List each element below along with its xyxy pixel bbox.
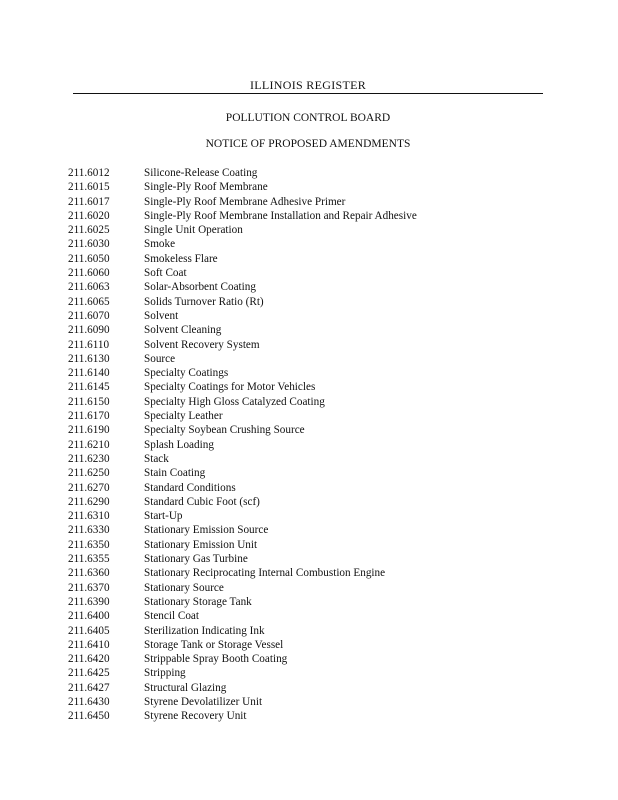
header-rule (73, 93, 543, 94)
section-number: 211.6410 (68, 638, 110, 651)
list-item (68, 624, 548, 638)
section-number: 211.6360 (68, 567, 110, 580)
section-term: Single-Ply Roof Membrane (144, 181, 268, 194)
list-item (68, 338, 548, 352)
section-number: 211.6230 (68, 452, 110, 465)
section-term: Stripping (144, 667, 186, 680)
section-number: 211.6310 (68, 510, 110, 523)
section-number: 211.6145 (68, 381, 110, 394)
section-term: Stack (144, 452, 169, 465)
section-term: Stain Coating (144, 467, 206, 480)
list-item (68, 180, 548, 194)
list-item (68, 266, 548, 280)
section-term: Single-Ply Roof Membrane Adhesive Primer (144, 195, 346, 208)
list-item (68, 323, 548, 337)
list-item (68, 395, 548, 409)
section-number: 211.6450 (68, 710, 110, 723)
section-term: Solvent Recovery System (144, 338, 260, 351)
section-term: Start-Up (144, 510, 183, 523)
list-item (68, 581, 548, 595)
list-item (68, 295, 548, 309)
list-item (68, 695, 548, 709)
page-header (73, 78, 543, 92)
section-number: 211.6420 (68, 653, 110, 666)
agency-name: POLLUTION CONTROL BOARD (225, 112, 391, 124)
section-number: 211.6190 (68, 424, 110, 437)
section-number: 211.6150 (68, 395, 110, 408)
section-number: 211.6250 (68, 467, 110, 480)
section-term: Specialty Soybean Crushing Source (144, 424, 305, 437)
list-item (68, 223, 548, 237)
section-number: 211.6050 (68, 252, 110, 265)
list-item (68, 209, 548, 223)
section-term: Silicone-Release Coating (144, 167, 258, 179)
section-term: Splash Loading (144, 438, 214, 451)
list-item (68, 709, 548, 723)
section-term: Specialty Coatings (144, 367, 229, 380)
list-item (68, 552, 548, 566)
section-number: 211.6030 (68, 238, 110, 251)
section-term: Styrene Recovery Unit (144, 710, 247, 723)
section-number: 211.6400 (68, 610, 110, 623)
section-number: 211.6370 (68, 581, 110, 594)
list-item (68, 466, 548, 480)
list-item (68, 609, 548, 623)
section-number: 211.6130 (68, 352, 110, 365)
section-number: 211.6060 (68, 267, 110, 280)
list-item (68, 652, 548, 666)
section-number: 211.6070 (68, 309, 110, 322)
section-term: Styrene Devolatilizer Unit (144, 695, 263, 708)
list-item (68, 509, 548, 523)
section-number: 211.6210 (68, 438, 110, 451)
section-term: Standard Cubic Foot (scf) (144, 495, 260, 508)
list-item (68, 666, 548, 680)
list-item (68, 566, 548, 580)
list-item (68, 352, 548, 366)
section-number: 211.6427 (68, 681, 110, 694)
list-item (68, 595, 548, 609)
section-term: Solar-Absorbent Coating (144, 281, 256, 294)
section-number: 211.6350 (68, 538, 110, 551)
section-term: Solvent Cleaning (144, 324, 222, 337)
section-term: Stationary Emission Source (144, 524, 269, 537)
register-title: ILLINOIS REGISTER (249, 78, 367, 92)
section-term: Structural Glazing (144, 681, 227, 694)
section-term: Smoke (144, 238, 176, 251)
list-item (68, 495, 548, 509)
section-number: 211.6390 (68, 595, 110, 608)
section-term: Single Unit Operation (144, 224, 243, 237)
section-term: Sterilization Indicating Ink (144, 624, 265, 637)
notice-title: NOTICE OF PROPOSED AMENDMENTS (205, 138, 411, 150)
section-term: Specialty Leather (144, 410, 223, 423)
list-item (68, 280, 548, 294)
section-number: 211.6405 (68, 624, 110, 637)
list-item (68, 423, 548, 437)
list-item (68, 523, 548, 537)
list-item (68, 380, 548, 394)
list-item (68, 237, 548, 251)
section-list (68, 166, 548, 724)
section-number: 211.6330 (68, 524, 110, 537)
section-term: Standard Conditions (144, 481, 236, 494)
section-term: Source (144, 352, 176, 365)
section-number: 211.6170 (68, 410, 110, 423)
section-term: Stationary Source (144, 581, 224, 594)
section-number: 211.6017 (68, 195, 110, 208)
section-number: 211.6063 (68, 281, 110, 294)
section-term: Storage Tank or Storage Vessel (144, 638, 284, 651)
section-term: Solids Turnover Ratio (Rt) (144, 295, 264, 308)
section-number: 211.6425 (68, 667, 110, 680)
section-number: 211.6020 (68, 209, 110, 222)
section-number: 211.6025 (68, 224, 110, 237)
section-number: 211.6430 (68, 695, 110, 708)
list-item (68, 681, 548, 695)
section-number: 211.6012 (68, 167, 110, 179)
section-number: 211.6140 (68, 367, 110, 380)
section-number: 211.6110 (68, 338, 110, 351)
list-item (68, 252, 548, 266)
section-term: Single-Ply Roof Membrane Installation and Repair Adhesive (144, 209, 417, 222)
list-item (68, 538, 548, 552)
section-term: Stationary Emission Unit (144, 538, 258, 551)
list-item (68, 409, 548, 423)
section-term: Stencil Coat (144, 610, 199, 623)
section-term: Strippable Spray Booth Coating (144, 653, 288, 666)
section-number: 211.6355 (68, 553, 110, 566)
list-item (68, 309, 548, 323)
section-number: 211.6290 (68, 495, 110, 508)
section-term: Specialty Coatings for Motor Vehicles (144, 381, 316, 394)
section-term: Specialty High Gloss Catalyzed Coating (144, 395, 325, 408)
section-number: 211.6065 (68, 295, 110, 308)
section-term: Soft Coat (144, 267, 187, 280)
list-item (68, 481, 548, 495)
section-term: Stationary Storage Tank (144, 595, 252, 608)
section-term: Smokeless Flare (144, 252, 218, 265)
section-term: Solvent (144, 309, 179, 322)
section-number: 211.6015 (68, 181, 110, 194)
section-number: 211.6270 (68, 481, 110, 494)
list-item (68, 452, 548, 466)
list-item (68, 166, 548, 180)
list-item (68, 195, 548, 209)
list-item (68, 638, 548, 652)
list-item (68, 366, 548, 380)
section-number: 211.6090 (68, 324, 110, 337)
list-item (68, 438, 548, 452)
section-term: Stationary Gas Turbine (144, 553, 248, 566)
section-term: Stationary Reciprocating Internal Combustion Engine (144, 567, 386, 580)
